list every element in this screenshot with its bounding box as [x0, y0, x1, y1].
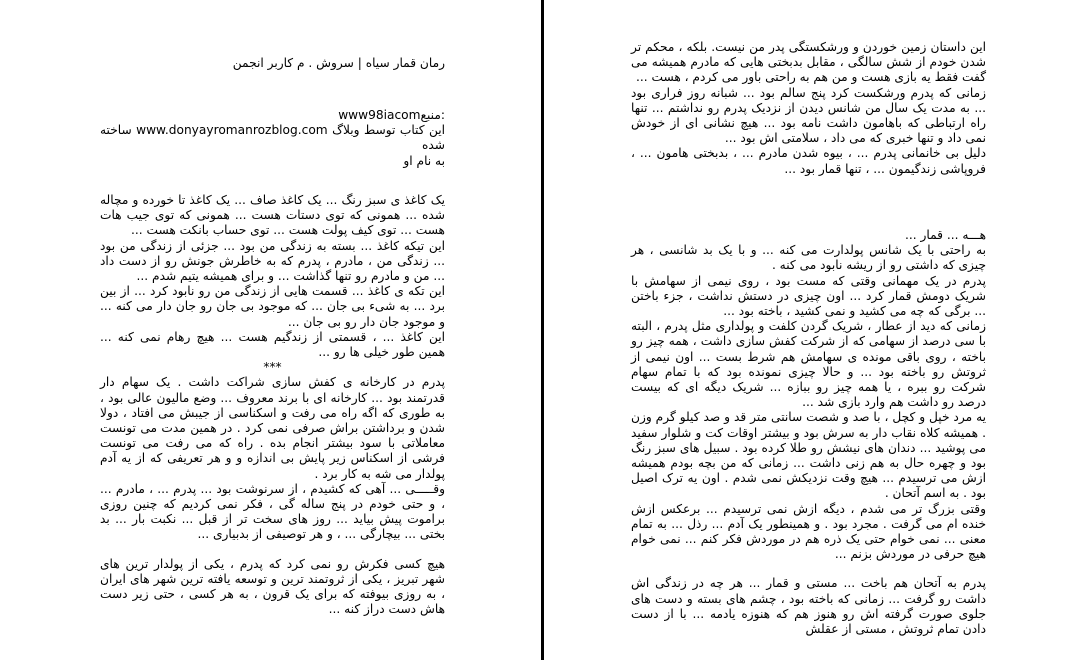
body-paragraph: یک کاغذ ی سبز رنگ ... یک کاغذ صاف ... یک کاغذ تا خورده و مچاله شده ... همونی که توی دستات هست ... همونی که توی جیب هات هست ... توی کیف پولت هست ... توی حساب بانکت هست ... [100, 193, 445, 238]
body-paragraph: یه مرد خپل و کچل ، با صد و شصت سانتی متر قد و صد کیلو گرم وزن . همیشه کلاه نقاب دار به سرش بود و بیشتر اوقات کت و شلوار سفید می پوشید ... دندان های نیشش رو طلا کرده بود . سبیل های سبز رنگ بود و چهره حال به هم زنی داشت ... زمانی که من بچه بودم همیشه ازش می ترسیدم ... هیچ وقت نزدیکش نمی شدم . اون یه ترک اصیل بود . به اسم آتحان . [631, 410, 986, 501]
page-divider [541, 0, 544, 660]
section-separator: *** [263, 360, 282, 375]
source-line [100, 108, 445, 123]
body-paragraph: این داستان زمین خوردن و ورشکستگی پدر من نیست. بلکه ، محکم تر شدن خودم از شش سالگی ، مقابل بدبختی هایی که مادرم همیشه می گفت فقط یه بازی هست و من هم به راحتی باور می کردم ، هست ... [631, 40, 986, 85]
book-header-title: رمان قمار سیاه | سروش . م کاربر انجمن [232, 56, 445, 70]
right-top-block [631, 40, 986, 177]
right-page [545, 0, 1069, 660]
body-paragraph: زمانی که دید از عطار ، شریک گردن کلفت و پولداری مثل پدرم ، البته با سی درصد از سهامی که از شرکت کفش سازی داشت ، همه چیز رو باخته ، روی باقی مونده ی سهامش هم شرط بست ... اون نیمی از ثروتش رو باخته بود ... و حالا چیزی نمونده بود که با تمام سهام شرکت رو ببره ، یا همه چیز رو ببازه ... شریک دیگه ای که بیست درصد رو داشت هم وارد بازی شد ... [631, 319, 986, 410]
body-paragraph: پدرم در یک مهمانی وقتی که مست بود ، روی نیمی از سهامش با شریک دومش قمار کرد ... اون چیزی در دستش نداشت ، جزء باختن ... برگی که چه می کشید و نمی کشید ، باخته بود ... [631, 273, 986, 319]
built-by-line: این کتاب توسط وبلاگ www.donyayromanrozblog.com ساخته شده [100, 123, 446, 153]
body-paragraph: زمانی که پدرم ورشکست کرد پنج سالم بود ... شبانه روز فراری بود ... به مدت یک سال من شانس دیدن از نزدیک پدرم رو نداشتم ... تنها راه ارتباطی که باهامون داشت نامه بود ... هیچ نشانی ای از خودش نمی داد و تنها خبری که می داد ، سلامتی اش بود ... [631, 85, 986, 146]
body-paragraph: به راحتی با یک شانس پولدارت می کنه ... و با یک بد شانسی ، هر چیزی که داشتی رو از ریشه نابود می کنه . [631, 243, 986, 273]
body-paragraph: این کاغذ ... ، قسمتی از زندگیم هست ... هیچ رهام نمی کنه ... همین طور خیلی ها رو ... [100, 329, 445, 360]
body-paragraph: وقتی بزرگ تر می شدم ، دیگه ازش نمی ترسیدم ... برعکس ازش خنده ام می گرفت . مجرد بود . و همینطور یک آدم ... رذل ... به تمام معنی ... نمی خوام حتی یک ذره هم در موردش فکر کنم ... نمی خوام هیچ حرفی در موردش بزنم ... [631, 501, 986, 562]
body-paragraph: این تیکه کاغذ ... بسته به زندگی من بود ... جزئی از زندگی من بود ... زندگی من ، مادرم ، پدرم که به خاطرش جونش رو از دست داد ... من و مادرم رو تنها گذاشت ... و برای همیشه یتیم شدم ... [100, 238, 445, 284]
body-paragraph: هیچ کسی فکرش رو نمی کرد که پدرم ، یکی از پولدار ترین های شهر تبریز ، یکی از ثروتمند ترین و توسعه یافته ترین شهر های ایران ، به روزی بیوفته که برای یک قرون ، به هر کسی ، حتی زیر دست هاش دست دراز کنه ... [100, 556, 445, 617]
body-paragraph: دلیل بی خانمانی پدرم ... ، بیوه شدن مادرم ... ، بدبختی هامون ... ، فروپاشی زندگیمون ... ، تنها قمار بود ... [631, 146, 986, 176]
left-header-block [100, 56, 445, 71]
dedication-line: به نام او [403, 153, 445, 168]
body-paragraph: پدرم به آتحان هم باخت ... مستی و قمار ... هر چه در زندگی اش داشت رو گرفت ... زمانی که باخته بود ، چشم های بسته و دست های جلوی صورت گرفته اش رو هنوز هم که هنوزه یادمه ... با از دست دادن تمام ثروتش ، مستی از عقلش [631, 576, 986, 637]
right-body-block [631, 228, 986, 637]
body-paragraph: وقـــــی ... آهی که کشیدم ، از سرنوشت بود ... پدرم ... ، مادرم ... ، و حتی خودم در پنج ساله گی ، فکر نمی کردیم که چنین روزی براموت پیش بیاید ... روز های سخت تر از قبل ... نکبت بار ... بد بختی ... بیچارگی ... ، و هر توصیفی از بدبیاری ... [100, 481, 445, 542]
source-site: www98iacom [338, 108, 421, 122]
body-paragraph: این تکه ی کاغذ ... قسمت هایی از زندگی من رو نابود کرد ... از بین برد ... به شیء بی جان ... که موجود بی جان رو جان دار می کنه ... و موجود جان دار رو بی جان ... [100, 284, 445, 329]
source-label: منبع: [420, 108, 445, 122]
section-heading: هـــه ... قمار ... [904, 228, 986, 242]
body-paragraph: پدرم در کارخانه ی کفش سازی شراکت داشت . یک سهام دار قدرتمند بود ... کارخانه ای با برند معروف ... وضع مالیون عالی بود ، به طوری که اگه راه می رفت و اسکناسی از جیبش می افتاد ، دولا شدن و برداشتن براش صرفی نمی کرد . در همین مدت می تونست معاملاتی با سود بیشتر انجام بده . راه که می رفت می تونست فرشی از اسکناس زیر پایش بی اندازه و و هر تعریفی که از یه آدم پولدار می شه به کار برد . [100, 375, 445, 481]
left-source-block [100, 108, 445, 169]
left-body-block [100, 193, 445, 617]
